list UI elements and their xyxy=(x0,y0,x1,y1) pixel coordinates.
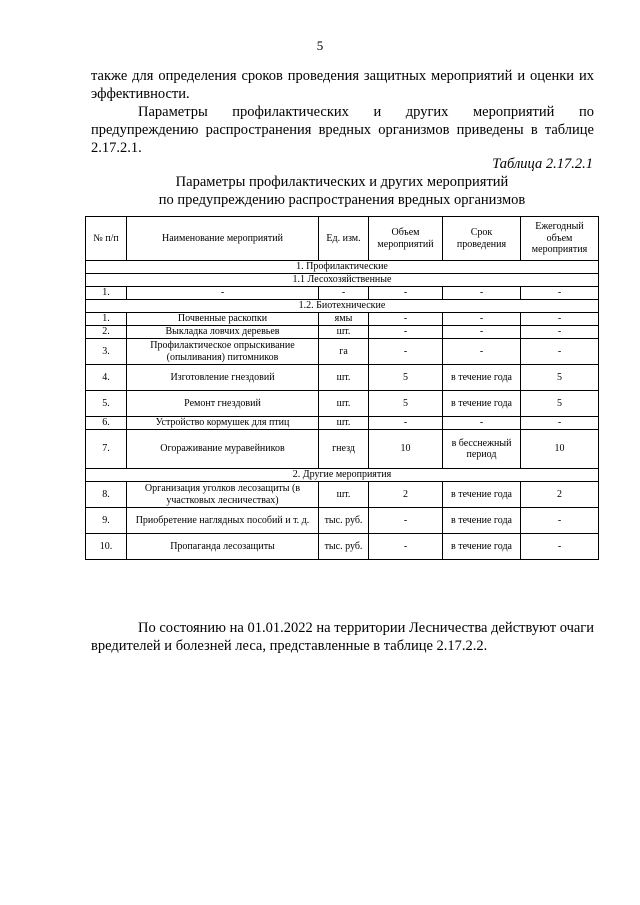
cell-volume: - xyxy=(369,287,443,300)
cell-unit: шт. xyxy=(319,365,369,391)
cell-unit: га xyxy=(319,339,369,365)
cell-num: 5. xyxy=(86,391,127,417)
cell-volume: - xyxy=(369,508,443,534)
cell-name: Профилактическое опрыскивание (опыливания) питомников xyxy=(127,339,319,365)
cell-name: Организация уголков лесозащиты (в участковых лесничествах) xyxy=(127,482,319,508)
cell-annual: - xyxy=(521,287,599,300)
measures-table xyxy=(85,216,599,560)
cell-annual: 5 xyxy=(521,365,599,391)
cell-term: в бесснежный период xyxy=(443,430,521,469)
section-title: 1. Профилактические xyxy=(86,261,599,274)
table-row xyxy=(86,365,599,391)
cell-term: - xyxy=(443,313,521,326)
cell-num: 3. xyxy=(86,339,127,365)
header-unit: Ед. изм. xyxy=(319,217,369,261)
cell-term: в течение года xyxy=(443,391,521,417)
cell-unit: тыс. руб. xyxy=(319,534,369,560)
cell-volume: - xyxy=(369,417,443,430)
cell-name: Изготовление гнездовий xyxy=(127,365,319,391)
cell-unit: шт. xyxy=(319,482,369,508)
table-row xyxy=(86,287,599,300)
section-row xyxy=(86,274,599,287)
cell-unit: - xyxy=(319,287,369,300)
cell-name: Устройство кормушек для птиц xyxy=(127,417,319,430)
table-row xyxy=(86,534,599,560)
cell-num: 1. xyxy=(86,313,127,326)
closing-paragraph: По состоянию на 01.01.2022 на территории Лесничества действуют очаги вредителей и болезней леса, представленные в таблице 2.17.2.2. xyxy=(91,620,594,654)
cell-annual: - xyxy=(521,508,599,534)
table-row xyxy=(86,391,599,417)
header-term: Срок проведения xyxy=(443,217,521,261)
table-row xyxy=(86,313,599,326)
table-row xyxy=(86,326,599,339)
cell-volume: - xyxy=(369,339,443,365)
table-caption xyxy=(83,173,601,209)
cell-volume: 10 xyxy=(369,430,443,469)
table-row xyxy=(86,417,599,430)
cell-annual: - xyxy=(521,339,599,365)
header-name: Наименование мероприятий xyxy=(127,217,319,261)
section-title: 1.2. Биотехнические xyxy=(86,300,599,313)
table-label: Таблица 2.17.2.1 xyxy=(492,156,593,172)
section-row xyxy=(86,261,599,274)
cell-annual: - xyxy=(521,534,599,560)
section-title: 1.1 Лесохозяйственные xyxy=(86,274,599,287)
header-num: № п/п xyxy=(86,217,127,261)
cell-name: Огораживание муравейников xyxy=(127,430,319,469)
header-volume: Объем мероприятий xyxy=(369,217,443,261)
continuation-paragraph: также для определения сроков проведения защитных мероприятий и оценки их эффективности. xyxy=(91,68,594,102)
cell-unit: шт. xyxy=(319,391,369,417)
cell-volume: - xyxy=(369,313,443,326)
table-row xyxy=(86,430,599,469)
cell-num: 6. xyxy=(86,417,127,430)
intro-paragraph: Параметры профилактических и других мероприятий по предупреждению распространения вредных организмов приведены в таблице 2.17.2.1. xyxy=(91,104,594,156)
cell-num: 4. xyxy=(86,365,127,391)
header-annual: Ежегодный объем мероприятия xyxy=(521,217,599,261)
cell-term: - xyxy=(443,339,521,365)
cell-unit: тыс. руб. xyxy=(319,508,369,534)
cell-num: 1. xyxy=(86,287,127,300)
cell-name: Пропаганда лесозащиты xyxy=(127,534,319,560)
cell-volume: - xyxy=(369,326,443,339)
cell-name: - xyxy=(127,287,319,300)
cell-name: Приобретение наглядных пособий и т. д. xyxy=(127,508,319,534)
cell-term: в течение года xyxy=(443,508,521,534)
cell-unit: шт. xyxy=(319,326,369,339)
section-row xyxy=(86,300,599,313)
cell-unit: шт. xyxy=(319,417,369,430)
cell-name: Выкладка ловчих деревьев xyxy=(127,326,319,339)
cell-name: Почвенные раскопки xyxy=(127,313,319,326)
cell-unit: гнезд xyxy=(319,430,369,469)
table-caption-line2: по предупреждению распространения вредных организмов xyxy=(158,192,526,208)
cell-volume: - xyxy=(369,534,443,560)
cell-term: - xyxy=(443,417,521,430)
cell-annual: 2 xyxy=(521,482,599,508)
cell-annual: - xyxy=(521,313,599,326)
section-title: 2. Другие мероприятия xyxy=(86,469,599,482)
cell-annual: - xyxy=(521,417,599,430)
table-row xyxy=(86,339,599,365)
cell-term: в течение года xyxy=(443,365,521,391)
cell-annual: - xyxy=(521,326,599,339)
cell-num: 8. xyxy=(86,482,127,508)
cell-volume: 5 xyxy=(369,391,443,417)
section-row xyxy=(86,469,599,482)
table-row xyxy=(86,508,599,534)
cell-num: 10. xyxy=(86,534,127,560)
cell-num: 9. xyxy=(86,508,127,534)
table-caption-line1: Параметры профилактических и других мероприятий xyxy=(175,174,509,190)
page-number: 5 xyxy=(316,38,324,53)
cell-num: 7. xyxy=(86,430,127,469)
cell-term: - xyxy=(443,287,521,300)
cell-volume: 5 xyxy=(369,365,443,391)
cell-term: в течение года xyxy=(443,534,521,560)
cell-volume: 2 xyxy=(369,482,443,508)
cell-unit: ямы xyxy=(319,313,369,326)
cell-term: - xyxy=(443,326,521,339)
cell-annual: 10 xyxy=(521,430,599,469)
cell-annual: 5 xyxy=(521,391,599,417)
table-header-row xyxy=(86,217,599,261)
table-row xyxy=(86,482,599,508)
cell-num: 2. xyxy=(86,326,127,339)
cell-name: Ремонт гнездовий xyxy=(127,391,319,417)
cell-term: в течение года xyxy=(443,482,521,508)
